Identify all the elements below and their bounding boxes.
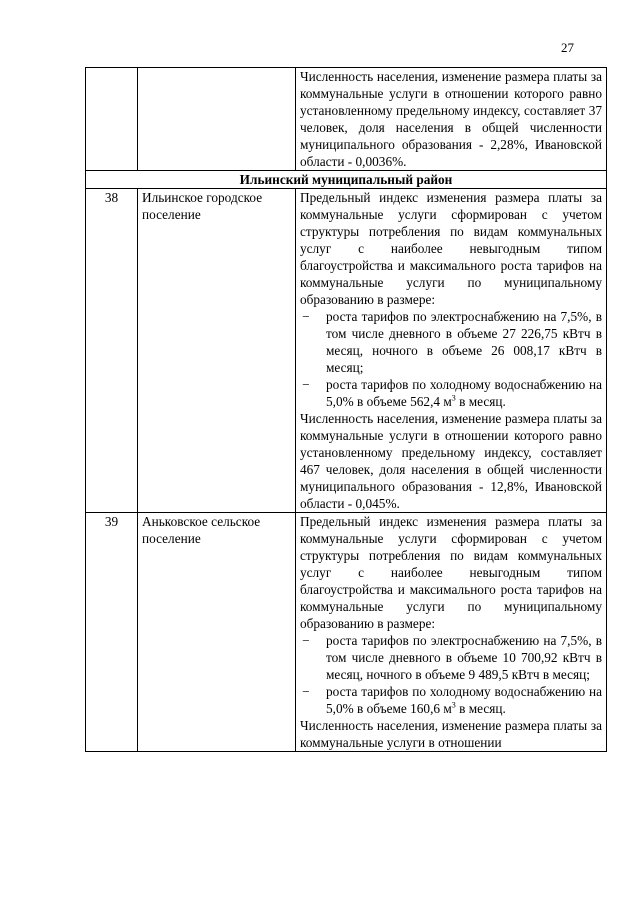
table-row <box>86 513 607 752</box>
dash-bullet: − <box>302 633 310 648</box>
tariff-index-table <box>85 67 607 752</box>
cubic-superscript: 3 <box>451 700 456 710</box>
description-cell <box>296 189 607 513</box>
list-item <box>300 683 602 717</box>
population-paragraph: Численность населения, изменение размера платы за коммунальные услуги в отношении <box>300 718 602 750</box>
settlement-name-cell: Ильинское городское поселение <box>138 189 296 513</box>
list-item-tail: в месяц. <box>455 394 506 409</box>
settlement-name-cell <box>138 68 296 171</box>
index-intro-paragraph: Предельный индекс изменения размера платы за коммунальные услуги сформирован с учетом структуры потребления по видам коммунальных услуг с наиболее невыгодным типом благоустройства и максимального роста тарифов на коммунальные услуги по муниципальному образованию в размере: <box>300 190 602 307</box>
tariff-growth-list <box>300 308 602 410</box>
row-number-cell <box>86 68 138 171</box>
row-number-cell: 39 <box>86 513 138 752</box>
cubic-superscript: 3 <box>451 393 456 403</box>
index-intro-paragraph: Предельный индекс изменения размера платы за коммунальные услуги сформирован с учетом структуры потребления по видам коммунальных услуг с наиболее невыгодным типом благоустройства и максимального роста тарифов на коммунальные услуги по муниципальному образованию в размере: <box>300 514 602 631</box>
dash-bullet: − <box>302 309 310 324</box>
list-item <box>300 308 602 376</box>
page-number: 27 <box>561 40 574 55</box>
table-row-continued <box>86 68 607 171</box>
population-paragraph: Численность населения, изменение размера платы за коммунальные услуги в отношении которого равно установленному предельному индексу, составляет 467 человек, доля населения в общей численности муниципального образования - 12,8%, Ивановской области - 0,045%. <box>300 411 602 511</box>
list-item-text: роста тарифов по холодному водоснабжению на 5,0% в объеме 160,6 м <box>326 684 602 716</box>
row-number-cell: 38 <box>86 189 138 513</box>
population-paragraph: Численность населения, изменение размера платы за коммунальные услуги в отношении которого равно установленному предельному индексу, составляет 37 человек, доля населения в общей численности муниципального образования - 2,28%, Ивановской области - 0,0036%. <box>300 69 602 169</box>
settlement-name-cell: Аньковское сельское поселение <box>138 513 296 752</box>
list-item-text: роста тарифов по электроснабжению на 7,5%, в том числе дневного в объеме 27 226,75 кВтч в месяц, ночного в объеме 26 008,17 кВтч в месяц; <box>326 309 602 375</box>
dash-bullet: − <box>302 377 310 392</box>
description-cell <box>296 68 607 171</box>
description-cell <box>296 513 607 752</box>
table-row <box>86 189 607 513</box>
list-item-text: роста тарифов по электроснабжению на 7,5%, в том числе дневного в объеме 10 700,92 кВтч в месяц, ночного в объеме 9 489,5 кВтч в месяц; <box>326 633 602 682</box>
section-header-row <box>86 171 607 189</box>
list-item-tail: в месяц. <box>455 701 506 716</box>
tariff-growth-list <box>300 632 602 717</box>
list-item-text: роста тарифов по холодному водоснабжению на 5,0% в объеме 562,4 м <box>326 377 602 409</box>
dash-bullet: − <box>302 684 310 699</box>
list-item <box>300 376 602 410</box>
district-title: Ильинский муниципальный район <box>86 171 607 189</box>
list-item <box>300 632 602 683</box>
